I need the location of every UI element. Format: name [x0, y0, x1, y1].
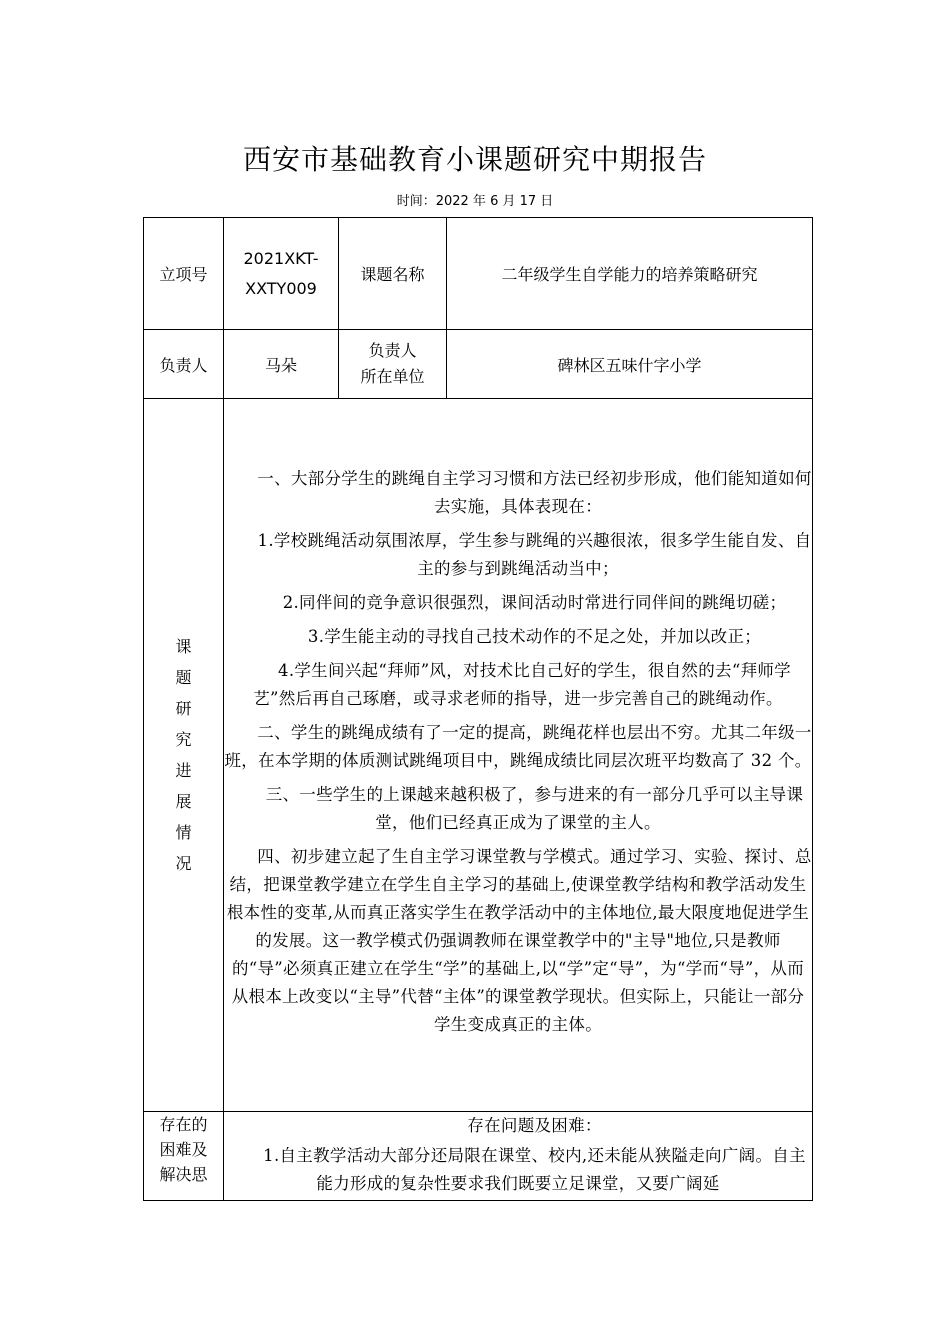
progress-paragraph: 3.学生能主动的寻找自己技术动作的不足之处，并加以改正； [307, 627, 762, 646]
progress-paragraph: 2.同伴间的竞争意识很强烈，课间活动时常进行同伴间的跳绳切磋； [282, 593, 787, 612]
project-row [144, 218, 813, 330]
progress-paragraph: 四、初步建立起了生自主学习课堂教与学模式。通过学习、实验、探讨、总结，把课堂教学建立在学生自主学习的基础上,使课堂教学结构和教学活动发生根本性的变革,从而真正落实学生在教学活动中的主体地位,最大限度地促进学生的发展。这一教学模式仍强调教师在课堂教学中的"主导"地位,只是教师的“导”必须真正建立在学生“学”的基础上,以“学”定“导”，为“学而“导”，从而从根本上改变以“主导”代替“主体”的课堂教学现状。但实际上，只能让一部分学生变成真正的主体。 [226, 847, 812, 1034]
progress-label [144, 399, 224, 1112]
unit-label-line1: 负责人 [368, 341, 417, 360]
project-no-line1: 2021XKT- [243, 248, 319, 268]
topic-label: 课题名称 [339, 218, 447, 330]
progress-label-char: 展 [175, 792, 192, 811]
progress-label-char: 究 [175, 730, 192, 749]
report-table [143, 217, 813, 1201]
issues-label-line2: 困难及 [159, 1140, 208, 1159]
progress-label-char: 况 [175, 854, 192, 873]
issues-row [144, 1112, 813, 1201]
progress-label-char: 研 [175, 699, 192, 718]
progress-content [224, 399, 813, 1112]
progress-paragraph: 一、大部分学生的跳绳自主学习习惯和方法已经初步形成，他们能知道如何去实施，具体表现在： [257, 469, 812, 516]
issues-paragraph: 存在问题及困难： [467, 1116, 602, 1135]
issues-label-line3: 解决思 [159, 1165, 208, 1184]
progress-paragraph: 三、一些学生的上课越来越积极了，参与进来的有一部分几乎可以主导课堂，他们已经真正成为了课堂的主人。 [265, 785, 804, 832]
progress-label-char: 课 [175, 637, 192, 656]
project-no-value [224, 218, 339, 330]
leader-label: 负责人 [144, 330, 224, 399]
progress-paragraph: 二、学生的跳绳成绩有了一定的提高，跳绳花样也层出不穷。尤其二年级一班，在本学期的体质测试跳绳项目中，跳绳成绩比同层次班平均数高了 32 个。 [224, 723, 812, 770]
progress-label-char: 题 [175, 668, 192, 687]
issues-label [144, 1112, 224, 1201]
project-no-line2: XXTY009 [245, 278, 317, 298]
issues-label-line1: 存在的 [159, 1115, 208, 1134]
unit-value: 碑林区五味什字小学 [447, 330, 813, 399]
leader-row [144, 330, 813, 399]
leader-value: 马朵 [224, 330, 339, 399]
progress-label-char: 情 [175, 823, 192, 842]
issues-content [224, 1112, 813, 1201]
progress-row [144, 399, 813, 1112]
project-no-label: 立项号 [144, 218, 224, 330]
report-title: 西安市基础教育小课题研究中期报告 [242, 143, 707, 176]
unit-label [339, 330, 447, 399]
report-date: 时间：2022 年 6 月 17 日 [396, 194, 554, 209]
progress-paragraph: 4.学生间兴起“拜师”风，对技术比自己好的学生，很自然的去“拜师学艺”然后再自己琢磨，或寻求老师的指导，进一步完善自己的跳绳动作。 [253, 661, 791, 708]
topic-value: 二年级学生自学能力的培养策略研究 [447, 218, 813, 330]
progress-paragraph: 1.学校跳绳活动氛围浓厚，学生参与跳绳的兴趣很浓，很多学生能自发、自主的参与到跳绳活动当中； [257, 531, 812, 578]
issues-paragraph: 1.自主教学活动大部分还局限在课堂、校内,还未能从狭隘走向广阔。自主能力形成的复杂性要求我们既要立足课堂，又要广阔延 [263, 1146, 806, 1193]
progress-label-char: 进 [175, 761, 192, 780]
unit-label-line2: 所在单位 [360, 367, 425, 386]
